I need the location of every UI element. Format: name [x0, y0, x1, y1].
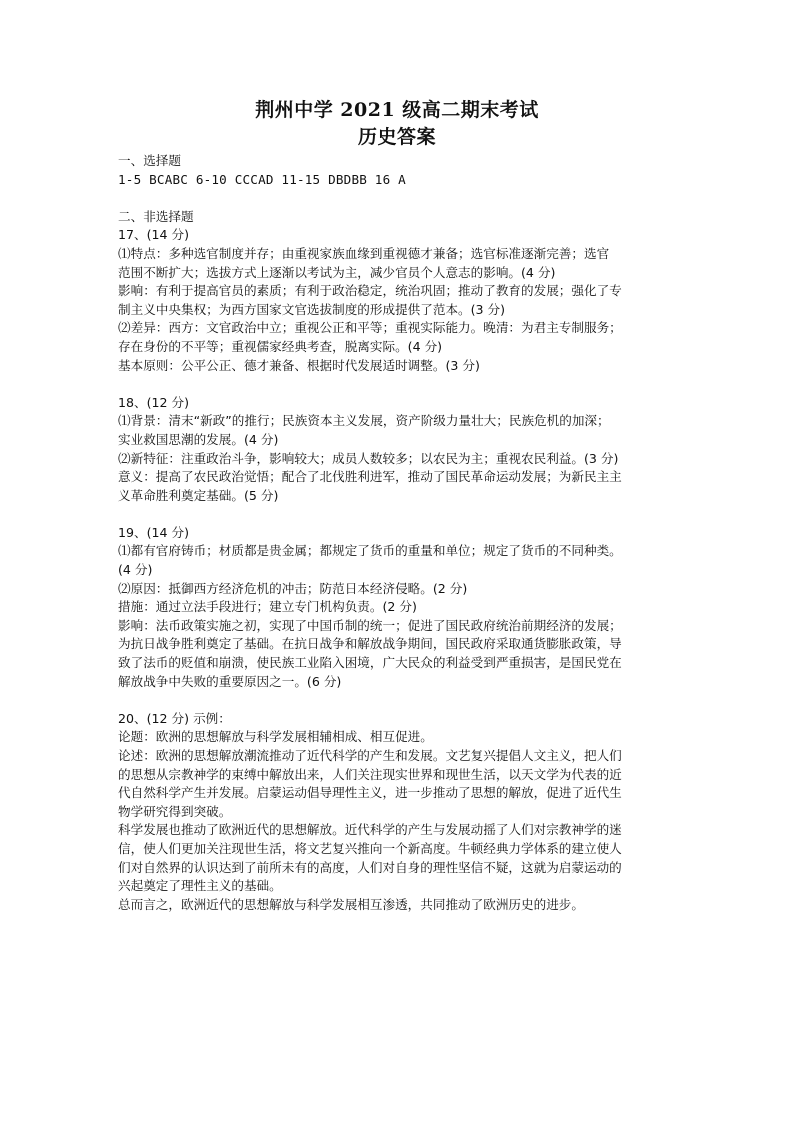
question-17-line: 制主义中央集权；为西方国家文官选拔制度的形成提供了范本。(3 分)	[118, 301, 506, 317]
question-19-line: 解放战争中失败的重要原因之一。(6 分)	[118, 673, 342, 689]
question-20	[118, 710, 698, 915]
question-19-line: 19、(14 分)	[118, 524, 190, 540]
spacer	[118, 189, 698, 208]
question-18-line: ⑴背景：清末“新政”的推行；民族资本主义发展，资产阶级力量壮大；民族危机的加深；	[118, 413, 610, 429]
question-19-line: ⑵原因：抵御西方经济危机的冲击；防范日本经济侵略。(2 分)	[118, 580, 468, 596]
question-18-line: 义革命胜利奠定基础。(5 分)	[118, 487, 279, 503]
question-20-line: 科学发展也推动了欧洲近代的思想解放。近代科学的产生与发展动摇了人们对宗教神学的迷	[118, 822, 622, 838]
question-19-line: 影响：法币政策实施之初，实现了中国币制的统一；促进了国民政府统治前期经济的发展；	[118, 617, 622, 633]
question-19-line: 措施：通过立法手段进行；建立专门机构负责。(2 分)	[118, 599, 417, 615]
section-heading-nonchoice: 二、非选择题	[118, 208, 194, 224]
question-20-line: 代自然科学产生并发展。启蒙运动倡导理性主义，进一步推动了思想的解放，促进了近代生	[118, 785, 622, 801]
question-19-line: ⑴都有官府铸币；材质都是贵金属；都规定了货币的重量和单位；规定了货币的不同种类。	[118, 543, 622, 559]
question-20-line: 们对自然界的认识达到了前所未有的高度，人们对自身的理性坚信不疑，这就为启蒙运动的	[118, 859, 622, 875]
question-19-line: (4 分)	[118, 562, 153, 578]
question-17	[118, 226, 698, 375]
question-18-line: 意义：提高了农民政治觉悟；配合了北伐胜利进军，推动了国民革命运动发展；为新民主主	[118, 469, 622, 485]
question-18-line: 实业救国思潮的发展。(4 分)	[118, 431, 279, 447]
page-title: 荆州中学 2021 级高二期末考试	[255, 99, 539, 121]
question-20-line: 信，使人们更加关注现世生活，将文艺复兴推向一个新高度。牛顿经典力学体系的建立使人	[118, 840, 622, 856]
question-17-line: 影响：有利于提高官员的素质；有利于政治稳定，统治巩固；推动了教育的发展；强化了专	[118, 283, 622, 299]
page-subtitle: 历史答案	[357, 126, 436, 148]
question-17-line: 基本原则：公平公正、德才兼备、根据时代发展适时调整。(3 分)	[118, 357, 480, 373]
question-20-line: 兴起奠定了理性主义的基础。	[118, 878, 282, 894]
question-20-line: 20、(12 分) 示例：	[118, 710, 231, 726]
section-heading-choice: 一、选择题	[118, 153, 181, 168]
choice-answers: 1-5 BCABC 6-10 CCCAD 11-15 DBDBB 16 A	[118, 171, 406, 187]
question-19-line: 致了法币的贬值和崩溃，使民族工业陷入困境，广大民众的利益受到严重损害，是国民党在	[118, 655, 622, 671]
question-20-line: 物学研究得到突破。	[118, 803, 232, 819]
question-20-line: 论述：欧洲的思想解放潮流推动了近代科学的产生和发展。文艺复兴提倡人文主义，把人们	[118, 748, 622, 763]
answer-body	[118, 152, 698, 914]
question-17-line: 范围不断扩大；选拔方式上逐渐以考试为主，减少官员个人意志的影响。(4 分)	[118, 264, 556, 280]
question-17-line: ⑵差异：西方：文官政治中立；重视公正和平等；重视实际能力。晚清：为君主专制服务；	[118, 320, 622, 336]
question-20-line: 总而言之，欧洲近代的思想解放与科学发展相互渗透，共同推动了欧洲历史的进步。	[118, 896, 584, 912]
question-17-line: 17、(14 分)	[118, 227, 190, 243]
question-19-line: 为抗日战争胜利奠定了基础。在抗日战争和解放战争期间，国民政府采取通货膨胀政策，导	[118, 636, 622, 652]
question-17-line: ⑴特点：多种选官制度并存；由重视家族血缘到重视德才兼备；选官标准逐渐完善；选官	[118, 245, 610, 261]
spacer	[118, 375, 698, 394]
question-18-line: 18、(12 分)	[118, 394, 190, 410]
question-20-line: 的思想从宗教神学的束缚中解放出来，人们关注现实世界和现世生活，以天文学为代表的近	[118, 766, 622, 782]
spacer	[118, 505, 698, 524]
question-18	[118, 394, 698, 506]
question-19	[118, 524, 698, 691]
question-20-line: 论题：欧洲的思想解放与科学发展相辅相成、相互促进。	[118, 729, 433, 745]
question-18-line: ⑵新特征：注重政治斗争，影响较大；成员人数较多；以农民为主；重视农民利益。(3 分)	[118, 450, 619, 466]
spacer	[118, 691, 698, 710]
question-17-line: 存在身份的不平等；重视儒家经典考查，脱离实际。(4 分)	[118, 338, 443, 354]
